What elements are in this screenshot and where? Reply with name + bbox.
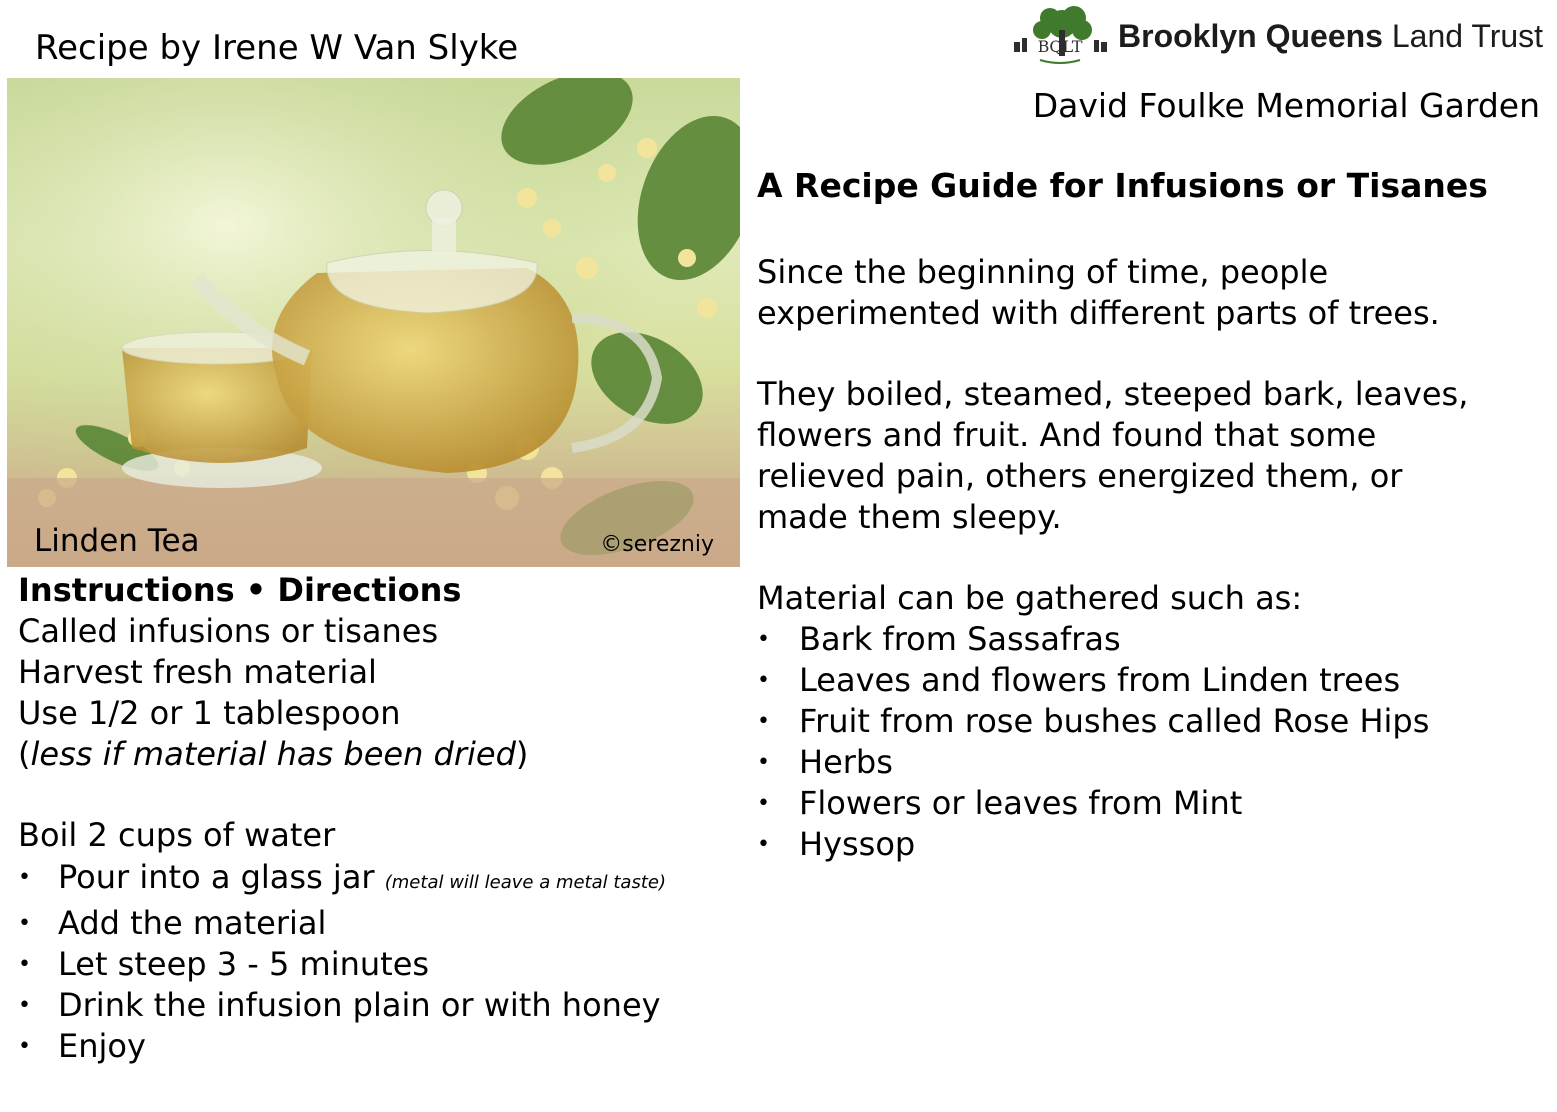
effects-paragraph (757, 374, 1468, 538)
list-item (757, 660, 1429, 701)
instruction-line: Harvest fresh material (18, 653, 377, 691)
materials-intro: Material can be gathered such as: (757, 579, 1303, 617)
bullet: • (18, 911, 31, 936)
bullet: • (18, 865, 31, 890)
directions-list (18, 857, 666, 1067)
list-item-text: Enjoy (58, 1027, 146, 1065)
list-item-text: Drink the infusion plain or with honey (58, 986, 661, 1024)
instruction-line: Called infusions or tisanes (18, 612, 439, 650)
bullet: • (757, 709, 770, 734)
list-item (18, 944, 666, 985)
paren-open: ( (18, 735, 31, 773)
bullet: • (757, 832, 770, 857)
linden-tea-photo (7, 78, 740, 567)
photo-credit: ©serezniy (600, 532, 714, 557)
list-item-text: Pour into a glass jar (58, 858, 375, 896)
photo-caption: Linden Tea (34, 523, 200, 559)
garden-name: David Foulke Memorial Garden (1032, 86, 1540, 125)
list-item (18, 1026, 666, 1067)
list-item (757, 619, 1429, 660)
teapot-illustration (7, 78, 740, 567)
paragraph-line: Since the beginning of time, people (757, 253, 1329, 291)
bullet: • (757, 791, 770, 816)
list-item-text: Let steep 3 - 5 minutes (58, 945, 430, 983)
dried-note-line (18, 734, 528, 775)
paren-close: ) (515, 735, 529, 773)
paragraph-line: made them sleepy. (757, 498, 1062, 536)
list-item (757, 824, 1429, 865)
paragraph-line: flowers and fruit. And found that some (757, 416, 1377, 454)
bullet: • (757, 627, 770, 652)
list-item (757, 701, 1429, 742)
history-paragraph (757, 252, 1440, 334)
list-item (18, 903, 666, 944)
list-item-text: Herbs (799, 743, 893, 781)
list-item-text: Flowers or leaves from Mint (799, 784, 1243, 822)
bullet: • (18, 1034, 31, 1059)
list-item-text: Bark from Sassafras (799, 620, 1121, 658)
bullet: • (18, 993, 31, 1018)
list-item-text: Leaves and flowers from Linden trees (799, 661, 1401, 699)
bullet: • (757, 668, 770, 693)
bullet: • (18, 952, 31, 977)
list-item-text: Fruit from rose bushes called Rose Hips (799, 702, 1430, 740)
list-item-text: Add the material (58, 904, 327, 942)
tree-logo-icon (1010, 4, 1110, 68)
paragraph-line: They boiled, steamed, steeped bark, leaves, (757, 375, 1469, 413)
paragraph-line: experimented with different parts of trees. (757, 294, 1440, 332)
brand-name-rest: Land Trust (1391, 18, 1544, 54)
list-item (18, 985, 666, 1026)
svg-text:BQLT: BQLT (1037, 37, 1083, 56)
brand-name (1118, 18, 1543, 55)
instructions-text (18, 611, 528, 775)
list-item (18, 857, 666, 903)
materials-list (757, 619, 1429, 865)
list-item-text: Hyssop (799, 825, 916, 863)
recipe-author: Recipe by Irene W Van Slyke (35, 28, 519, 68)
list-item (757, 742, 1429, 783)
brand-name-bold: Brooklyn Queens (1118, 18, 1383, 54)
instruction-line: Use 1/2 or 1 tablespoon (18, 694, 401, 732)
metal-note: (metal will leave a metal taste) (384, 872, 666, 893)
bqlt-logo (1010, 4, 1550, 68)
bullet: • (757, 750, 770, 775)
guide-title: A Recipe Guide for Infusions or Tisanes (757, 166, 1488, 205)
list-item (757, 783, 1429, 824)
dried-note: less if material has been dried (30, 735, 516, 773)
paragraph-line: relieved pain, others energized them, or (757, 457, 1403, 495)
instructions-title: Instructions • Directions (18, 571, 462, 609)
boil-step: Boil 2 cups of water (18, 816, 336, 854)
